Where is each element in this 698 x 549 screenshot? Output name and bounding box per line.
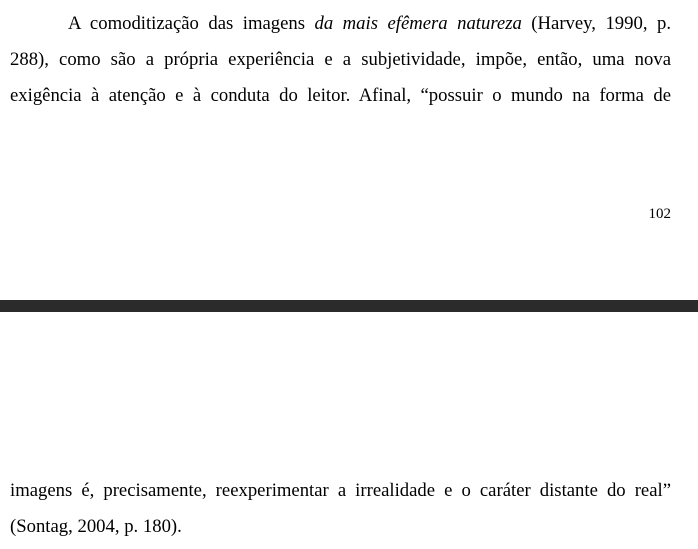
- italic-phrase: da mais efêmera natureza: [314, 13, 522, 34]
- paragraph-line-2: (Sontag, 2004, p. 180).: [10, 516, 182, 537]
- page-number: 102: [648, 206, 671, 222]
- document-page-lower: [0, 312, 698, 549]
- paragraph-line-3: exigência à atenção e à conduta do leitor. Afinal, “possuir o mundo na forma de: [10, 85, 671, 106]
- paragraph-line-1: imagens é, precisamente, reexperimentar a irrealidade e o caráter distante do real”: [10, 480, 671, 501]
- body-paragraph: [10, 6, 671, 114]
- continued-paragraph: [10, 473, 671, 545]
- citation-text: (Harvey, 1990, p.: [521, 13, 671, 34]
- paragraph-line-1: [10, 6, 671, 42]
- text-segment: A comoditização das imagens: [68, 13, 315, 34]
- page-separator: [0, 300, 698, 312]
- paragraph-line-2: 288), como são a própria experiência e a subjetividade, impõe, então, uma nova: [10, 49, 671, 70]
